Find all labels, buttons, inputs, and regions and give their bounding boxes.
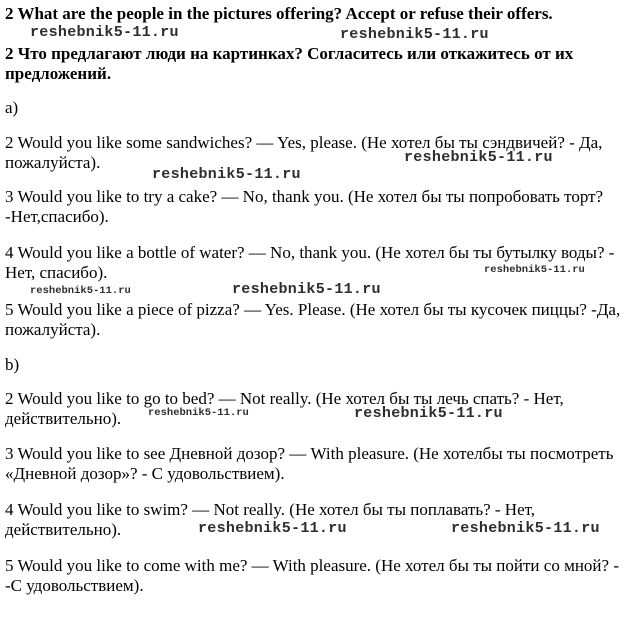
watermark: reshebnik5-11.ru (404, 149, 553, 166)
task-title-russian: 2 Что предлагают люди на картинках? Согласитесь или откажитесь от их предложений. (5, 44, 574, 83)
watermark: reshebnik5-11.ru (198, 520, 347, 537)
answer-b-4: 4 Would you like to swim? — Not really. (Не хотел бы ты поплавать? - Нет, действительно). (5, 500, 536, 539)
answer-a-4: 4 Would you like a bottle of water? — No, thank you. (Не хотел бы ты бутылку воды? - Нет, спасибо). (5, 243, 615, 282)
watermark: reshebnik5-11.ru (30, 285, 131, 297)
answer-b-3: 3 Would you like to see Дневной дозор? — With pleasure. (Не хотелбы ты посмотреть «Дневной дозор»? - С удовольствием). (5, 444, 614, 483)
watermark: reshebnik5-11.ru (340, 26, 489, 43)
watermark: reshebnik5-11.ru (484, 264, 585, 276)
answer-b-5: 5 Would you like to come with me? — With pleasure. (Не хотел бы ты пойти со мной? - -С удовольствием). (5, 556, 619, 595)
watermark: reshebnik5-11.ru (232, 281, 381, 298)
answer-a-2: 2 Would you like some sandwiches? — Yes, please. (Не хотел бы ты сэндвичей? - Да, пожалуйста). (5, 133, 603, 172)
section-label-a: a) (5, 98, 19, 117)
answer-a-3: 3 Would you like to try a cake? — No, thank you. (Не хотел бы ты попробовать торт? -Нет,спасибо). (5, 187, 604, 226)
task-title-english: 2 What are the people in the pictures offering? Accept or refuse their offers. (5, 4, 553, 23)
watermark: reshebnik5-11.ru (152, 166, 301, 183)
answer-b-2: 2 Would you like to go to bed? — Not really. (Не хотел бы ты лечь спать? - Нет, действительно). (5, 389, 564, 428)
watermark: reshebnik5-11.ru (451, 520, 600, 537)
watermark: reshebnik5-11.ru (30, 24, 179, 41)
answer-a-5: 5 Would you like a piece of pizza? — Yes. Please. (Не хотел бы ты кусочек пиццы? -Да, пожалуйста). (5, 300, 621, 339)
section-label-b: b) (5, 355, 20, 374)
watermark: reshebnik5-11.ru (354, 405, 503, 422)
watermark: reshebnik5-11.ru (148, 407, 249, 419)
